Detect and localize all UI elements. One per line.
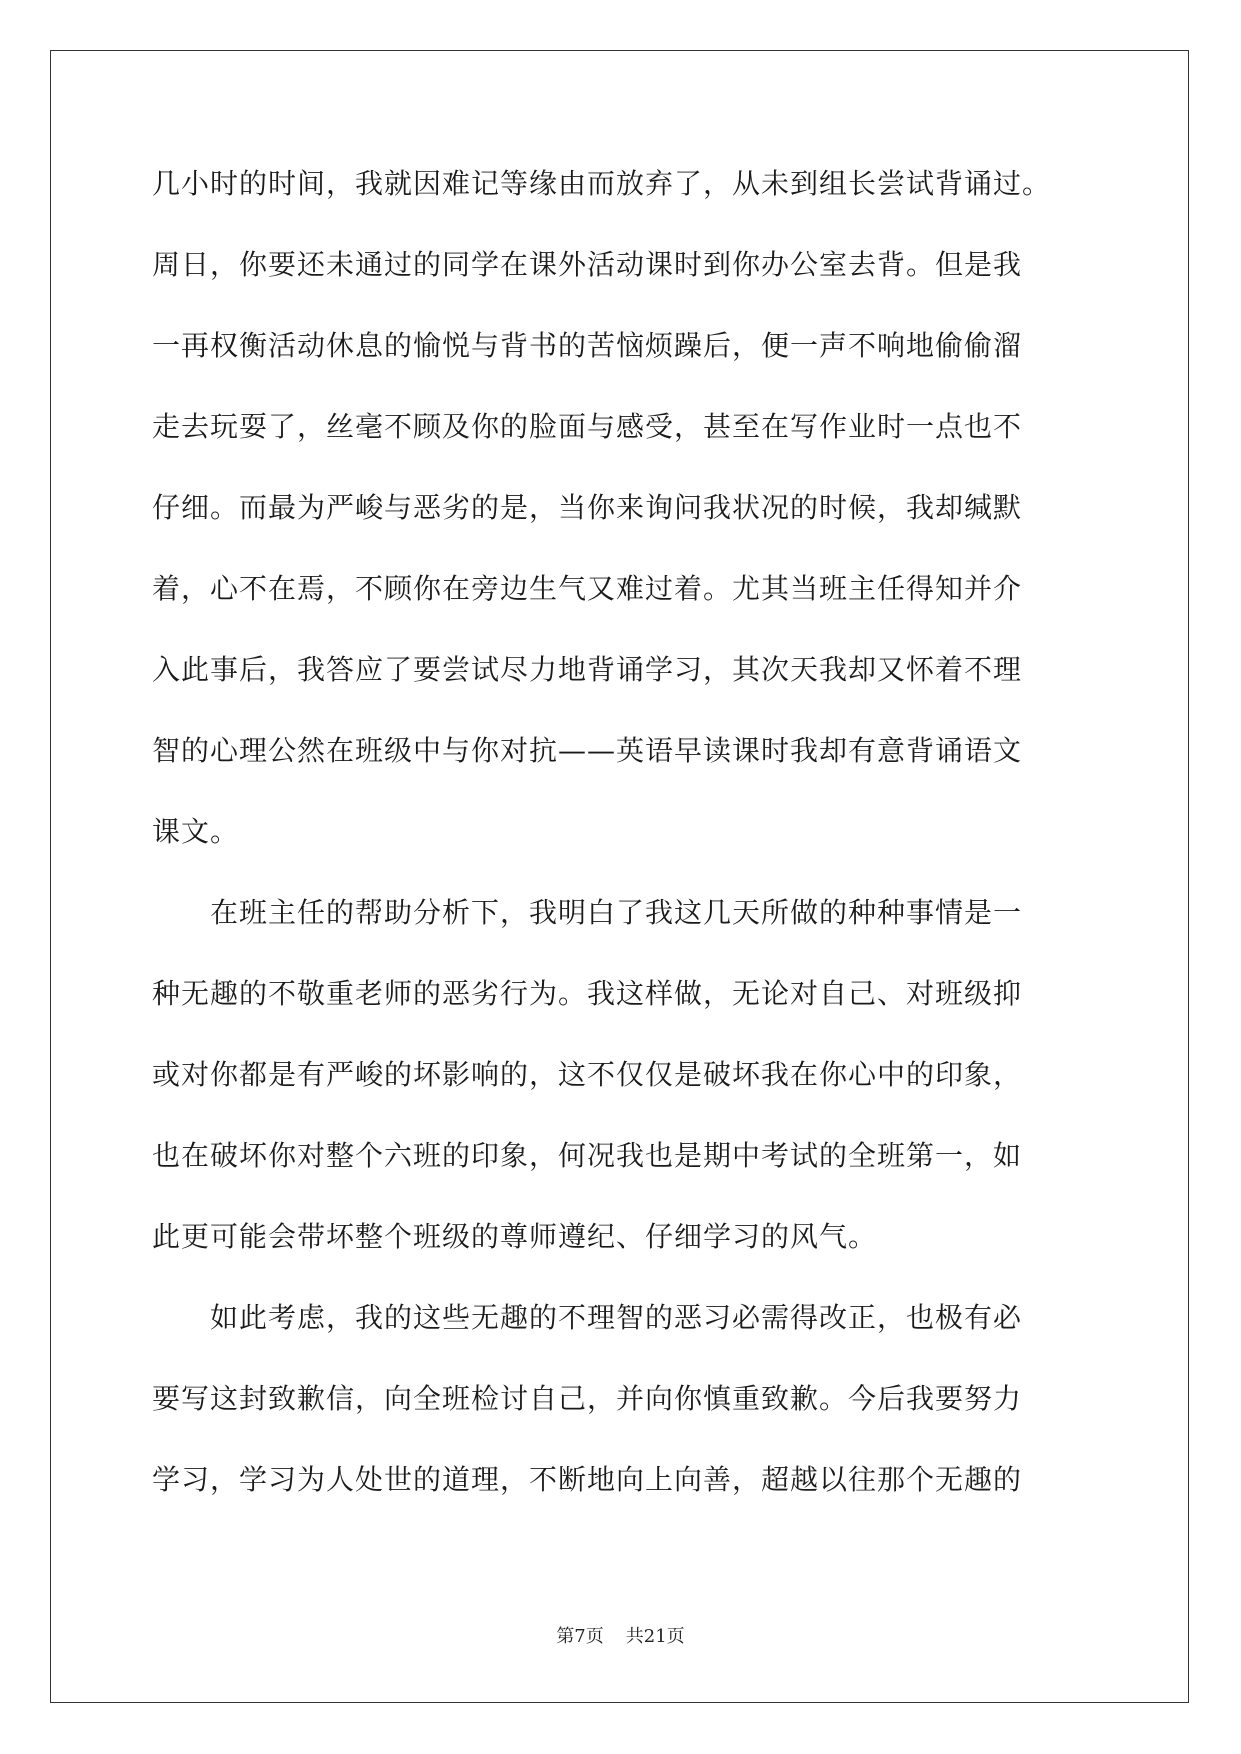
text-line: 仔细。而最为严峻与恶劣的是，当你来询问我状况的时候，我却缄默	[152, 491, 1023, 524]
page-number: 第7页	[556, 1626, 604, 1647]
text-line: 学习，学习为人处世的道理，不断地向上向善，超越以往那个无趣的	[152, 1463, 1023, 1496]
text-line: 在班主任的帮助分析下，我明白了我这几天所做的种种事情是一	[152, 896, 1023, 929]
text-line: 也在破坏你对整个六班的印象，何况我也是期中考试的全班第一，如	[152, 1139, 1023, 1172]
text-line: 一再权衡活动休息的愉悦与背书的苦恼烦躁后，便一声不响地偷偷溜	[152, 329, 1023, 362]
text-line: 要写这封致歉信，向全班检讨自己，并向你慎重致歉。今后我要努力	[152, 1382, 1023, 1415]
text-line: 或对你都是有严峻的坏影响的，这不仅仅是破坏我在你心中的印象，	[152, 1058, 1023, 1091]
text-line: 着，心不在焉，不顾你在旁边生气又难过着。尤其当班主任得知并介	[152, 572, 1023, 605]
text-line: 入此事后，我答应了要尝试尽力地背诵学习，其次天我却又怀着不理	[152, 653, 1023, 686]
text-line: 种无趣的不敬重老师的恶劣行为。我这样做，无论对自己、对班级抑	[152, 977, 1023, 1010]
text-line: 智的心理公然在班级中与你对抗——英语早读课时我却有意背诵语文	[152, 734, 1023, 767]
document-body	[152, 152, 1092, 1529]
text-line: 走去玩耍了，丝毫不顾及你的脸面与感受，甚至在写作业时一点也不	[152, 410, 1023, 443]
text-line: 课文。	[152, 815, 240, 848]
page-total: 共21页	[625, 1626, 685, 1647]
text-line: 周日，你要还未通过的同学在课外活动课时到你办公室去背。但是我	[152, 248, 1023, 281]
text-line: 如此考虑，我的这些无趣的不理智的恶习必需得改正，也极有必	[152, 1301, 1023, 1334]
page-footer	[0, 1622, 1241, 1648]
text-line: 几小时的时间，我就因难记等缘由而放弃了，从未到组长尝试背诵过。	[152, 167, 1052, 200]
text-line: 此更可能会带坏整个班级的尊师遵纪、仔细学习的风气。	[152, 1220, 878, 1253]
